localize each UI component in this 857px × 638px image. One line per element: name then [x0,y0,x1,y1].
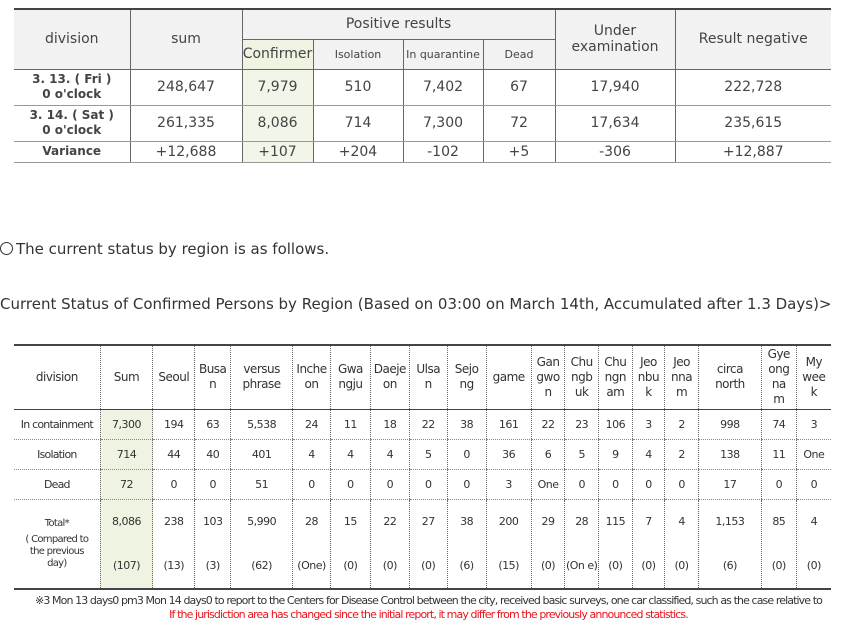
region-total-cell [698,499,761,589]
region-row-label: In containment [14,409,100,439]
summary-row-division [14,69,130,105]
region-cell: 36 [486,439,531,469]
region-total-cell [761,499,796,589]
region-header-text: Gan [536,354,560,369]
header-dead: Dead [483,39,555,69]
region-cell: 22 [409,409,447,439]
total-value: 15 [343,515,357,528]
total-change: (0) [343,559,358,572]
region-header-text: n [424,377,432,392]
region-cell: 74 [761,409,796,439]
region-header-text: ng [459,377,474,392]
region-header-text: nbu [637,369,660,384]
division-line: 0 o'clock [42,123,102,137]
summary-cell-isolation: 714 [313,105,403,141]
region-cell: 4 [632,439,665,469]
summary-cell-dead: 67 [483,69,555,105]
region-cell: 3 [486,469,531,499]
region-total-cell [409,499,447,589]
region-total-cell [293,499,331,589]
region-header-text: Gwa [337,362,363,377]
region-header-text: k [645,384,652,399]
total-value: 238 [164,515,184,528]
region-cell: 4 [330,439,370,469]
region-header-text: ngju [338,377,363,392]
total-label-line: Total* [44,517,69,529]
summary-cell-under-examination: 17,940 [555,69,675,105]
region-total-cell [599,499,633,589]
region-cell: 40 [195,439,231,469]
region-total-cell [231,499,293,589]
region-cell: 194 [153,409,195,439]
summary-cell-in-quarantine: -102 [403,141,483,162]
summary-row [14,69,831,105]
region-cell: 0 [293,469,331,499]
region-header-cell [632,345,665,409]
division-line: 3. 13. ( Fri ) [32,72,112,86]
region-cell: 5 [565,439,599,469]
total-change: (0) [641,559,656,572]
total-change: (0) [674,559,689,572]
region-cell: 161 [486,409,531,439]
region-cell: 0 [796,469,831,499]
region-cell: 72 [100,469,153,499]
total-value: 1,153 [715,515,745,528]
region-header-cell [409,345,447,409]
total-value: 5,990 [247,515,277,528]
region-row [14,409,831,439]
region-cell: 106 [599,409,633,439]
total-value: 38 [460,515,474,528]
division-line: 3. 14. ( Sat ) [29,108,114,122]
region-header-cell [698,345,761,409]
region-cell: 3 [796,409,831,439]
region-header-text: Jeo [640,354,657,369]
region-total-cell [565,499,599,589]
region-cell: 9 [599,439,633,469]
total-change: (0) [541,559,556,572]
region-cell: 38 [447,409,486,439]
region-header-text: n [209,377,217,392]
total-change: (107) [112,559,141,572]
region-header-cell [231,345,293,409]
region-cell: 0 [447,439,486,469]
summary-row [14,105,831,141]
region-cell: 22 [531,409,565,439]
region-total-cell [153,499,195,589]
region-cell: 23 [565,409,599,439]
region-cell: 18 [370,409,409,439]
total-change: (0) [771,559,786,572]
region-row [14,439,831,469]
region-header-text: am [606,384,625,399]
region-table [14,344,831,590]
region-header-cell [14,345,100,409]
region-header-text: Busa [198,362,227,377]
region-total-cell [531,499,565,589]
summary-cell-sum: 248,647 [130,69,242,105]
circle-bullet-icon [0,242,13,255]
region-total-cell [665,499,699,589]
total-change: (0) [806,559,821,572]
region-header-text: versus [243,362,280,377]
summary-cell-under-examination: -306 [555,141,675,162]
region-total-cell [370,499,409,589]
summary-cell-result-negative: 235,615 [675,105,831,141]
region-header-text: game [492,369,525,384]
region-cell: 7,300 [100,409,153,439]
total-change: (13) [163,559,185,572]
region-header-text: uk [574,384,589,399]
region-header-text: m [773,392,785,407]
region-cell: 11 [330,409,370,439]
region-total-cell [195,499,231,589]
total-change: (0) [382,559,397,572]
total-change: (0) [421,559,436,572]
region-cell: 51 [231,469,293,499]
region-cell: 2 [665,439,699,469]
region-cell: 17 [698,469,761,499]
region-header-text: m [675,384,688,399]
region-cell: 44 [153,439,195,469]
summary-cell-dead: 72 [483,105,555,141]
region-total-cell [796,499,831,589]
region-cell: 24 [293,409,331,439]
total-label-line: ( Compared to [25,533,89,545]
total-value: 7 [645,515,652,528]
header-positive-results: Positive results [242,9,555,39]
summary-table [14,8,831,163]
division-line: Variance [42,144,102,158]
region-header-cell [796,345,831,409]
region-cell: 4 [293,439,331,469]
summary-row [14,141,831,162]
region-cell: 5,538 [231,409,293,439]
region-cell: 11 [761,439,796,469]
region-header-text: wee [802,369,826,384]
summary-cell-isolation: 510 [313,69,403,105]
region-header-text: gwo [536,369,560,384]
region-total-cell [447,499,486,589]
region-header-cell [665,345,699,409]
region-header-text: ngb [571,369,593,384]
region-cell: 2 [665,409,699,439]
region-total-cell [330,499,370,589]
region-header-cell [370,345,409,409]
region-header-cell [599,345,633,409]
region-cell: 0 [665,469,699,499]
region-header-text: nna [671,369,693,384]
region-header-text: n [544,384,552,399]
region-cell: 0 [447,469,486,499]
region-header-text: Chu [604,354,627,369]
summary-cell-confirmer: 7,979 [242,69,313,105]
region-header-text: Daeje [373,362,406,377]
region-header-cell [761,345,796,409]
region-header-text: Chu [570,354,593,369]
total-value: 29 [541,515,555,528]
total-value: 28 [305,515,319,528]
region-header-text: ngn [604,369,626,384]
total-value: 85 [772,515,786,528]
region-header-text: k [810,384,818,399]
region-header-text: My [805,354,823,369]
total-value: 115 [605,515,626,528]
region-total-label [14,499,100,589]
region-total-cell [486,499,531,589]
summary-cell-dead: +5 [483,141,555,162]
header-in-quarantine: In quarantine [403,39,483,69]
total-value: 103 [202,515,223,528]
total-value: 8,086 [112,515,141,528]
region-cell: 5 [409,439,447,469]
region-header-text: north [715,377,745,392]
region-cell: 0 [195,469,231,499]
region-cell: 63 [195,409,231,439]
region-row-label: Dead [14,469,100,499]
summary-cell-sum: +12,688 [130,141,242,162]
summary-row-division [14,105,130,141]
region-header-text: Gye [767,347,790,362]
region-cell: One [796,439,831,469]
region-header-text: circa [716,362,743,377]
total-change: (0) [608,559,623,572]
total-value: 27 [421,515,435,528]
total-change: (On e) [565,559,598,572]
region-header-text: na [771,377,786,392]
region-cell: 6 [531,439,565,469]
total-change: (6) [722,559,737,572]
region-cell: 401 [231,439,293,469]
region-cell: 0 [370,469,409,499]
summary-cell-isolation: +204 [313,141,403,162]
region-header-cell [531,345,565,409]
region-table-title: Current Status of Confirmed Persons by Region (Based on 03:00 on March 14th, Accumulated after 1.3 Days)> [0,295,832,313]
total-label-line: day) [47,557,67,569]
total-value: 200 [498,515,519,528]
total-change: (15) [498,559,519,572]
summary-cell-result-negative: 222,728 [675,69,831,105]
region-header-cell [565,345,599,409]
header-isolation: Isolation [313,39,403,69]
region-cell: 714 [100,439,153,469]
region-cell: 0 [330,469,370,499]
total-value: 4 [810,515,818,528]
region-header-text: division [35,369,78,384]
region-header-text: on [382,377,397,392]
region-total-cell [632,499,665,589]
status-line: The current status by region is as follows. [0,240,329,258]
total-change: (3) [205,559,220,572]
region-cell: 998 [698,409,761,439]
division-line: 0 o'clock [42,87,102,101]
summary-cell-in-quarantine: 7,300 [403,105,483,141]
total-label-line: the previous [29,545,84,557]
region-cell: 4 [370,439,409,469]
header-result-negative: Result negative [675,9,831,69]
total-change: (One) [297,559,326,572]
region-row [14,469,831,499]
total-value: 4 [678,515,685,528]
region-cell: 0 [565,469,599,499]
header-confirmer: Confirmer [242,39,313,69]
region-cell: 0 [632,469,665,499]
header-sum: sum [130,9,242,69]
region-cell: 0 [599,469,633,499]
region-header-cell [486,345,531,409]
summary-cell-confirmer: 8,086 [242,105,313,141]
region-header-text: Inche [296,362,327,377]
region-header-cell [153,345,195,409]
region-cell: One [531,469,565,499]
region-cell: 3 [632,409,665,439]
region-row-label: Isolation [14,439,100,469]
region-header-cell [447,345,486,409]
region-total-cell [100,499,153,589]
summary-cell-sum: 261,335 [130,105,242,141]
summary-cell-under-examination: 17,634 [555,105,675,141]
region-header-text: Sum [113,369,140,384]
region-cell: 0 [761,469,796,499]
region-cell: 138 [698,439,761,469]
total-value: 28 [575,515,589,528]
region-cell: 0 [153,469,195,499]
header-under-examination: Under examination [555,9,675,69]
region-header-text: Ulsa [416,362,441,377]
region-header-cell [100,345,153,409]
region-header-cell [330,345,370,409]
summary-cell-result-negative: +12,887 [675,141,831,162]
region-header-text: on [304,377,319,392]
total-change: (6) [459,559,474,572]
summary-row-division [14,141,130,162]
region-header-text: Jeo [673,354,690,369]
region-header-text: ong [768,362,790,377]
summary-cell-confirmer: +107 [242,141,313,162]
total-change: (62) [251,559,272,572]
footnote-line2: If the jurisdiction area has changed since the initial report, it may differ from the previously announced statistics. [169,608,688,621]
region-header-text: phrase [242,377,281,392]
footnote-line1: ※3 Mon 13 days0 pm3 Mon 14 days0 to report to the Centers for Disease Control between the city, received basic surveys, one car classified, such as the case relative to [35,594,822,607]
summary-cell-in-quarantine: 7,402 [403,69,483,105]
total-value: 22 [383,515,397,528]
region-header-cell [195,345,231,409]
region-header-text: Sejo [454,362,479,377]
region-header-cell [293,345,331,409]
header-division: division [14,9,130,69]
region-total-row [14,499,831,589]
region-cell: 0 [409,469,447,499]
region-header-text: Seoul [158,369,190,384]
